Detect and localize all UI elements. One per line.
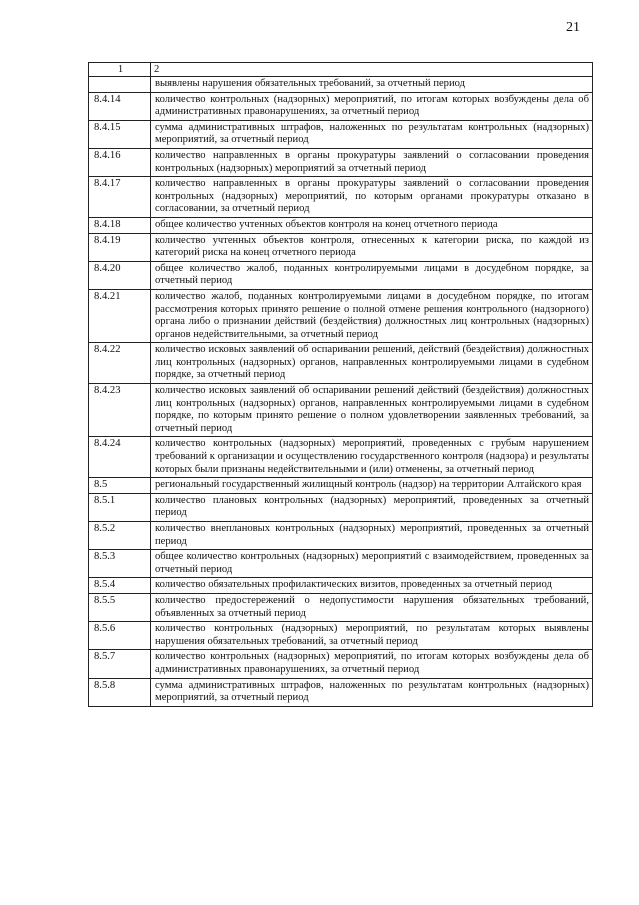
row-number: 8.5.8 [89, 678, 151, 706]
table-row [89, 578, 593, 594]
row-description: количество предостережений о недопустимости нарушения обязательных требований, объявленных за отчетный период [151, 593, 593, 621]
table-row [89, 289, 593, 342]
table-row [89, 522, 593, 550]
row-description: количество контрольных (надзорных) мероприятий, по итогам которых возбуждены дела об административных правонарушениях, за отчетный период [151, 92, 593, 120]
row-number: 8.4.24 [89, 437, 151, 478]
row-number: 8.4.21 [89, 289, 151, 342]
row-number: 8.5.4 [89, 578, 151, 594]
row-description: сумма административных штрафов, наложенных по результатам контрольных (надзорных) мероприятий, за отчетный период [151, 120, 593, 148]
row-number: 8.5.6 [89, 622, 151, 650]
table-row [89, 384, 593, 437]
table-row [89, 92, 593, 120]
row-number: 8.5.5 [89, 593, 151, 621]
row-number: 8.4.17 [89, 177, 151, 218]
row-number: 8.4.23 [89, 384, 151, 437]
row-number: 8.4.15 [89, 120, 151, 148]
row-description: количество контрольных (надзорных) мероприятий, проведенных с грубым нарушением требований к организации и осуществлению государственного контроля (надзора) и результаты которых были признаны недействительными и (или) отменены, за отчетный период [151, 437, 593, 478]
row-number: 8.4.16 [89, 148, 151, 176]
table-row [89, 217, 593, 233]
table-body [89, 63, 593, 707]
row-number: 8.4.14 [89, 92, 151, 120]
row-number: 8.5.7 [89, 650, 151, 678]
table-row [89, 550, 593, 578]
table-row [89, 593, 593, 621]
table-row [89, 261, 593, 289]
row-number: 8.4.22 [89, 343, 151, 384]
table-row [89, 650, 593, 678]
header-cell-1: 1 [89, 63, 151, 77]
table-row [89, 622, 593, 650]
row-description: выявлены нарушения обязательных требований, за отчетный период [151, 77, 593, 93]
row-description: сумма административных штрафов, наложенных по результатам контрольных (надзорных) мероприятий, за отчетный период [151, 678, 593, 706]
row-number: 8.5.3 [89, 550, 151, 578]
row-description: количество исковых заявлений об оспаривании решений, действий (бездействия) должностных лиц контрольных (надзорных) органов, направленных контролируемыми лицами в судебном порядке, за отчетный период [151, 343, 593, 384]
row-description: региональный государственный жилищный контроль (надзор) на территории Алтайского края [151, 478, 593, 494]
indicators-table [88, 62, 593, 707]
row-description: количество контрольных (надзорных) мероприятий, по итогам которых возбуждены дела об административных правонарушениях, за отчетный период [151, 650, 593, 678]
table-row [89, 233, 593, 261]
row-description: общее количество учтенных объектов контроля на конец отчетного периода [151, 217, 593, 233]
row-number: 8.5.2 [89, 522, 151, 550]
table-header-row [89, 63, 593, 77]
table-row [89, 343, 593, 384]
row-description: общее количество жалоб, поданных контролируемыми лицами в досудебном порядке, за отчетный период [151, 261, 593, 289]
table-row [89, 148, 593, 176]
table-row [89, 493, 593, 521]
row-number: 8.4.19 [89, 233, 151, 261]
table-row [89, 177, 593, 218]
row-description: количество контрольных (надзорных) мероприятий, по результатам которых выявлены нарушения обязательных требований, за отчетный период [151, 622, 593, 650]
table-row [89, 478, 593, 494]
row-number: 8.4.20 [89, 261, 151, 289]
row-description: количество направленных в органы прокуратуры заявлений о согласовании проведения контрольных (надзорных) мероприятий, по которым органами прокуратуры отказано в согласовании, за отчетный период [151, 177, 593, 218]
header-cell-2: 2 [151, 63, 593, 77]
row-number: 8.4.18 [89, 217, 151, 233]
table-row [89, 120, 593, 148]
row-description: количество жалоб, поданных контролируемыми лицами в досудебном порядке, по итогам рассмотрения которых принято решение о полной отмене решения контрольного (надзорного) органа либо о признании действий (бездействия) должностных лиц контрольных (надзорных) органов недействительными, за отчетный период [151, 289, 593, 342]
row-description: количество обязательных профилактических визитов, проведенных за отчетный период [151, 578, 593, 594]
row-description: количество плановых контрольных (надзорных) мероприятий, проведенных за отчетный период [151, 493, 593, 521]
table-row [89, 678, 593, 706]
row-description: количество исковых заявлений об оспаривании решений действий (бездействия) должностных лиц контрольных (надзорных) органов, направленных контролируемыми лицами в судебном порядке, по которым принято решение о полном удовлетворении заявленных требований, за отчетный период [151, 384, 593, 437]
row-number: 8.5 [89, 478, 151, 494]
row-description: количество внеплановых контрольных (надзорных) мероприятий, проведенных за отчетный период [151, 522, 593, 550]
row-description: количество направленных в органы прокуратуры заявлений о согласовании проведения контрольных (надзорных) мероприятий за отчетный период [151, 148, 593, 176]
table-row [89, 77, 593, 93]
table-row [89, 437, 593, 478]
row-description: количество учтенных объектов контроля, отнесенных к категории риска, по каждой из категорий риска на конец отчетного периода [151, 233, 593, 261]
row-number: 8.5.1 [89, 493, 151, 521]
row-description: общее количество контрольных (надзорных) мероприятий с взаимодействием, проведенных за отчетный период [151, 550, 593, 578]
row-number [89, 77, 151, 93]
page-number: 21 [566, 20, 580, 35]
